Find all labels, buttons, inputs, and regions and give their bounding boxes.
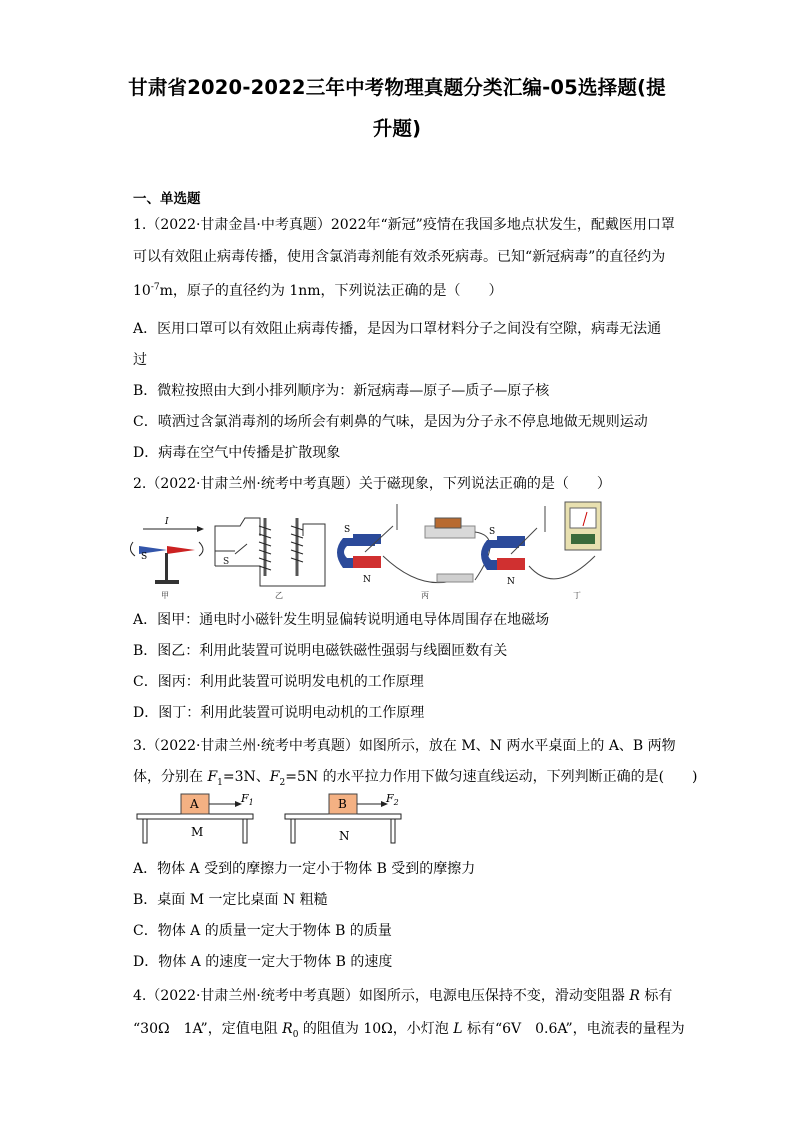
q1-stem-line1: 1.（2022·甘肃金昌·中考真题）2022年“新冠”疫情在我国多地点状发生，配戴医用口罩	[133, 217, 675, 233]
q2-option-d: D．图丁：利用此装置可说明电动机的工作原理	[133, 705, 425, 721]
section-heading: 一、单选题	[133, 191, 201, 207]
bing-s-label: S	[344, 525, 351, 535]
yi-s-label: S	[223, 557, 230, 567]
block-a-label: A	[190, 797, 199, 811]
q3-stem-line2	[133, 766, 698, 788]
q2-figure	[125, 496, 605, 602]
q4-stem-part-a: 4.（2022·甘肃兰州·统考中考真题）如图所示，电源电压保持不变，滑动变阻器	[133, 988, 630, 1004]
q4-l: L	[453, 1021, 463, 1037]
f2-sub: 2	[393, 798, 399, 807]
block-b-label: B	[338, 797, 347, 811]
q4-r0-sub: 0	[292, 1029, 299, 1040]
q3-f2-sub: 2	[279, 777, 286, 788]
svg-text:F2	[385, 792, 399, 807]
figure-ding	[481, 502, 601, 600]
q3-figure	[135, 790, 410, 848]
svg-text:F1	[240, 792, 254, 807]
page-title-line2: 升题)	[372, 117, 422, 140]
jia-s-label: S	[141, 552, 148, 562]
q3-option-c: C．物体 A 的质量一定大于物体 B 的质量	[133, 923, 392, 939]
q4-stem-line1	[133, 985, 672, 1005]
table-n	[285, 792, 401, 843]
q3-f2: F	[269, 769, 280, 785]
q3-stem-line1: 3.（2022·甘肃兰州·统考中考真题）如图所示，放在 M、N 两水平桌面上的 A、B 两物	[133, 738, 676, 754]
caption-bing: 丙	[421, 591, 429, 600]
bing-n-label: N	[363, 575, 371, 585]
q3-option-a: A．物体 A 受到的摩擦力一定小于物体 B 受到的摩擦力	[133, 861, 476, 877]
q4-stem-part-e: 标有“6V 0.6A”，电流表的量程为	[462, 1021, 685, 1037]
q1-base: 10	[133, 283, 151, 299]
q1-option-a-line1: A．医用口罩可以有效阻止病毒传播，是因为口罩材料分子之间没有空隙，病毒无法通	[133, 321, 662, 337]
q1-stem-line2: 可以有效阻止病毒传播，使用含氯消毒剂能有效杀死病毒。已知“新冠病毒”的直径约为	[133, 249, 666, 265]
q3-stem-part-a: 体，分别在	[133, 769, 208, 785]
q1-stem-line3	[133, 280, 503, 300]
current-label: I	[165, 517, 169, 527]
figure-bing	[337, 504, 490, 600]
f1-label: F	[241, 792, 249, 805]
caption-jia: 甲	[161, 591, 169, 600]
figure-jia	[130, 517, 204, 600]
q1-option-c: C．喷洒过含氯消毒剂的场所会有刺鼻的气味，是因为分子永不停息地做无规则运动	[133, 414, 648, 430]
q2-option-b: B．图乙：利用此装置可说明电磁铁磁性强弱与线圈匝数有关	[133, 643, 508, 659]
q2-stem: 2.（2022·甘肃兰州·统考中考真题）关于磁现象，下列说法正确的是（ ）	[133, 476, 611, 492]
f2-label: F	[386, 792, 394, 805]
table-m-label: M	[191, 825, 204, 839]
page-title-line1: 甘肃省2020-2022三年中考物理真题分类汇编-05选择题(提	[128, 76, 666, 99]
q4-stem-part-b: 标有	[639, 988, 673, 1004]
ding-n-label: N	[507, 577, 515, 587]
table-m	[137, 792, 254, 843]
ding-s-label: S	[489, 527, 496, 537]
q3-f1: F	[207, 769, 218, 785]
figure-yi	[215, 518, 325, 600]
q1-option-d: D．病毒在空气中传播是扩散现象	[133, 445, 341, 461]
q1-exponent: -7	[150, 282, 160, 293]
q4-stem-line2	[133, 1018, 685, 1040]
q2-option-c: C．图丙：利用此装置可说明发电机的工作原理	[133, 674, 424, 690]
q1-stem-rest: m，原子的直径约为 1nm，下列说法正确的是（ ）	[159, 283, 503, 299]
q4-r: R	[629, 988, 640, 1004]
q4-r0: R	[282, 1021, 293, 1037]
q3-stem-part-c: =5N 的水平拉力作用下做匀速直线运动，下列判断正确的是( )	[285, 769, 698, 785]
q3-option-b: B．桌面 M 一定比桌面 N 粗糙	[133, 892, 328, 908]
caption-yi: 乙	[275, 591, 283, 600]
q1-option-b: B．微粒按照由大到小排列顺序为：新冠病毒—原子—质子—原子核	[133, 383, 550, 399]
q3-f1-sub: 1	[217, 777, 223, 788]
q3-stem-part-b: =3N、	[222, 769, 270, 785]
q1-option-a-line2: 过	[133, 352, 147, 368]
table-n-label: N	[339, 829, 350, 843]
q2-option-a: A．图甲：通电时小磁针发生明显偏转说明通电导体周围存在地磁场	[133, 612, 550, 628]
q4-stem-part-c: “30Ω 1A”，定值电阻	[133, 1021, 283, 1037]
q3-option-d: D．物体 A 的速度一定大于物体 B 的速度	[133, 954, 393, 970]
q4-stem-part-d: 的阻值为 10Ω，小灯泡	[298, 1021, 454, 1037]
caption-ding: 丁	[573, 591, 581, 600]
f1-sub: 1	[248, 798, 254, 807]
